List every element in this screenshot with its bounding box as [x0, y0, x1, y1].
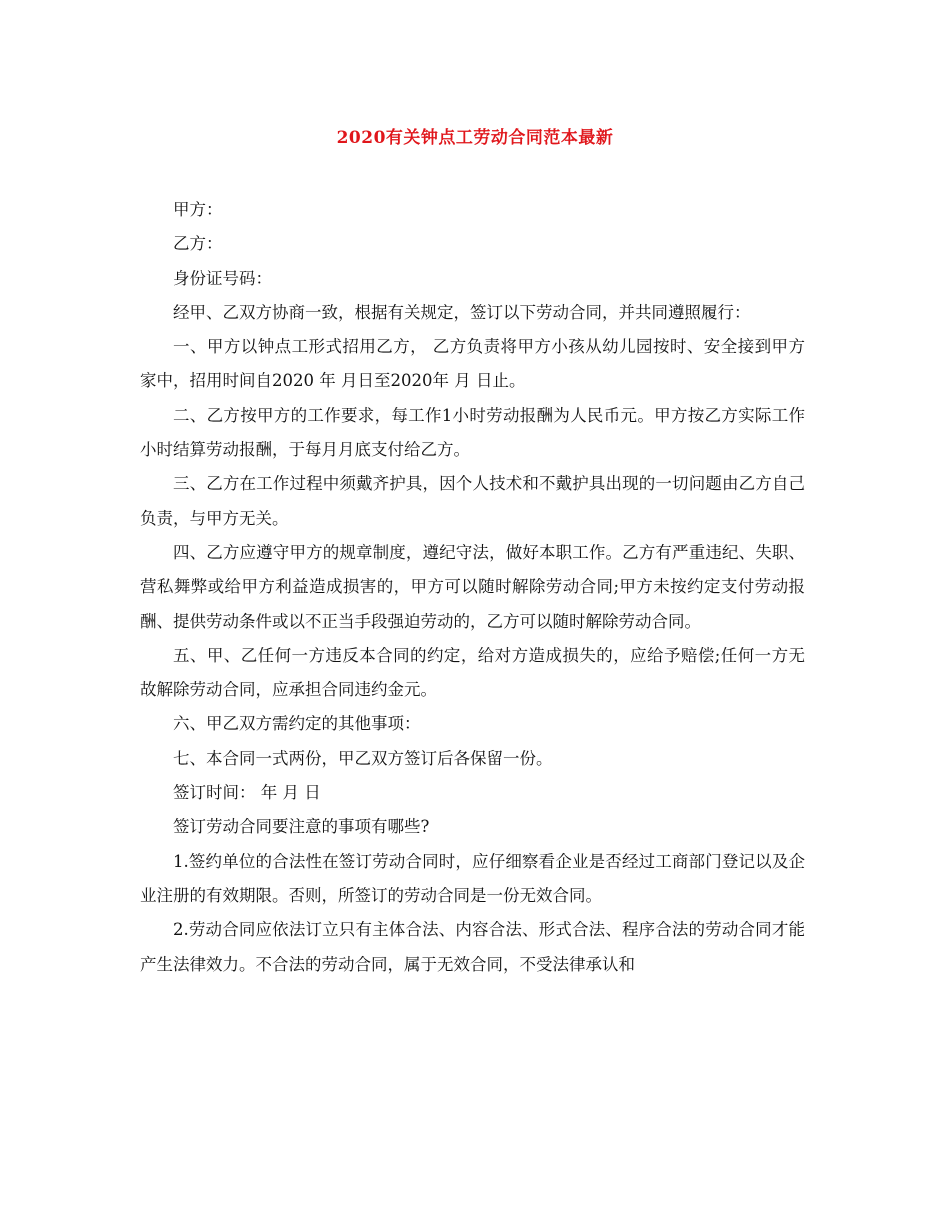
note-1: 1.签约单位的合法性在签订劳动合同时，应仔细察看企业是否经过工商部门登记以及企业注册的有效期限。否则，所签订的劳动合同是一份无效合同。: [140, 851, 805, 905]
clause-5: 五、甲、乙任何一方违反本合同的约定，给对方造成损失的，应给予赔偿;任何一方无故解除劳动合同，应承担合同违约金元。: [140, 645, 805, 700]
clause-3: 三、乙方在工作过程中须戴齐护具，因个人技术和不戴护具出现的一切问题由乙方自己负责，与甲方无关。: [140, 474, 805, 528]
document-body: [140, 193, 805, 982]
clause-7: 七、本合同一式两份，甲乙双方签订后各保留一份。: [173, 748, 553, 768]
party-a-line: 甲方：: [173, 200, 223, 219]
note-2: 2.劳动合同应依法订立只有主体合法、内容合法、形式合法、程序合法的劳动合同才能产生法律效力。不合法的劳动合同，属于无效合同，不受法律承认和: [140, 920, 805, 974]
clause-6: 六、甲乙双方需约定的其他事项：: [173, 714, 421, 734]
party-b-line: 乙方：: [173, 234, 223, 254]
preamble-paragraph: 经甲、乙双方协商一致，根据有关规定，签订以下劳动合同，并共同遵照履行：: [173, 302, 751, 322]
document-title: 2020有关钟点工劳动合同范本最新: [336, 128, 614, 148]
clause-2: 二、乙方按甲方的工作要求，每工作1小时劳动报酬为人民币元。甲方按乙方实际工作小时结算劳动报酬，于每月月底支付给乙方。: [140, 405, 805, 460]
id-number-line: 身份证号码：: [173, 268, 272, 288]
notes-heading: 签订劳动合同要注意的事项有哪些?: [173, 817, 430, 837]
clause-4: 四、乙方应遵守甲方的规章制度，遵纪守法，做好本职工作。乙方有严重违纪、失职、营私舞弊或给甲方利益造成损害的，甲方可以随时解除劳动合同;甲方未按约定支付劳动报酬、提供劳动条件或以不正当手段强迫劳动的，乙方可以随时解除劳动合同。: [140, 542, 805, 631]
signing-date-line: 签订时间： 年 月 日: [173, 783, 321, 803]
clause-1: 一、甲方以钟点工形式招用乙方， 乙方负责将甲方小孩从幼儿园按时、安全接到甲方家中，招用时间自2020 年 月日至2020年 月 日止。: [140, 337, 805, 391]
